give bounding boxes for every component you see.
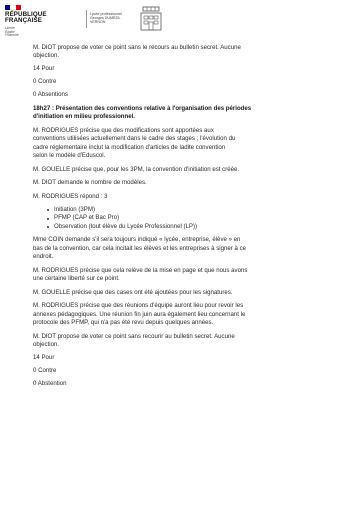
paragraph-rodrigues-layout: M. RODRIGUES précise que cela relève de la mise en page et que nous avons une certaine liberté sur ce point. (33, 266, 248, 283)
motto (5, 27, 19, 38)
paragraph-diot-models: M. DIOT demande le nombre de modèles. (33, 179, 147, 187)
vote-1-contre: 0 Contre (33, 78, 57, 86)
school-building-icon (139, 6, 163, 32)
paragraph-rodrigues-modifications: M. RODRIGUES précise que des modifications sont apportées aux conventions utilisées actuellement dans le cadre des stages ; l'évolution du cadre réglementaire inclut la modification d'articles de ladite convention selon le modèle d'Eduscol. (33, 127, 236, 160)
header-divider (86, 10, 87, 28)
org-line-2: Georges DUMÉZIL (90, 16, 121, 20)
motto-line-1: Liberté (5, 26, 15, 30)
section-heading: 18h27 : Présentation des conventions relative à l'organisation des périodes d'initiation en milieu professionnel. (33, 105, 252, 121)
vote-2-contre: 0 Contre (33, 367, 57, 375)
paragraph-gouelle-signatures: M. GOUELLE précise que des cases ont été ajoutées pour les signatures. (33, 288, 233, 296)
vote-2-abstention: 0 Abstention (33, 380, 67, 388)
paragraph-gouelle-3pm: M. GOUELLE précise que, pour les 3PM, la convention d'initiation est créée. (33, 165, 240, 173)
list-item: PFMP (CAP et Bac Pro) (47, 214, 353, 222)
list-item: Observation (tout élève du Lycée Professionnel (LP)) (47, 223, 353, 231)
paragraph-rodrigues-meetings: M. RODRIGUES précise que des réunions d'équipe auront lieu pour revoir les annexes pédagogiques. Une réunion fin juin aura également lieu concernant le protocole des PFMP, qui n'a pas été revu depuis quelques années. (33, 302, 246, 327)
org-line-3: VERNON (90, 20, 106, 24)
vote-1-pour: 14 Pour (33, 65, 55, 73)
republique-francaise-label (5, 12, 47, 25)
rf-line-1: RÉPUBLIQUE (5, 11, 47, 18)
model-list (33, 206, 353, 231)
paragraph-rodrigues-answer: M. RODRIGUES répond : 3 (33, 193, 108, 200)
list-item: Initiation (3PM) (47, 206, 353, 214)
paragraph-vote-proposal-1: M. DIOT propose de voter ce point sans le recours au bulletin secret. Aucune objection. (33, 44, 241, 60)
vote-2-pour: 14 Pour (33, 354, 55, 362)
paragraph-coin-question: Mme COIN demande s'il sera toujours indiqué « lycée, entreprise, élève » en bas de la convention, car cela incitait les élèves et les entreprises à signer à ce endroit. (33, 236, 247, 261)
organization-name (90, 12, 128, 24)
vote-1-abstentions: 0 Absentions (33, 91, 68, 99)
motto-line-3: Fraternité (5, 33, 19, 38)
letterhead (0, 0, 356, 44)
marianne-flag-icon (5, 5, 21, 10)
minutes-body (33, 44, 353, 389)
rf-line-2: FRANÇAISE (5, 17, 42, 25)
paragraph-vote-proposal-2: M. DIOT propose de voter ce point sans recourir au bulletin secret. Aucune objection. (33, 332, 235, 349)
motto-line-2: Égalité (5, 29, 15, 34)
org-line-1: Lycée professionnel (90, 12, 122, 16)
